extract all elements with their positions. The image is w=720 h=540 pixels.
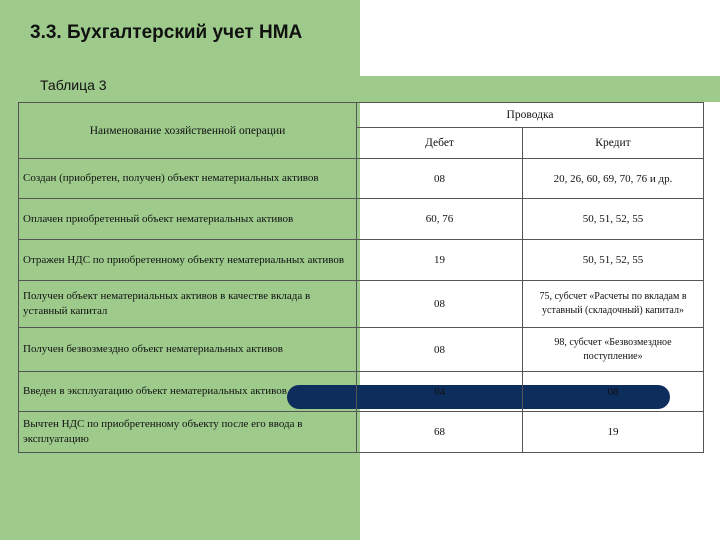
credit-cell: 19 bbox=[523, 412, 704, 453]
debit-cell: 68 bbox=[357, 412, 523, 453]
header-posting: Проводка bbox=[357, 103, 704, 128]
header-credit: Кредит bbox=[523, 128, 704, 159]
debit-cell: 08 bbox=[357, 328, 523, 372]
table-row bbox=[19, 199, 704, 240]
debit-cell: 08 bbox=[357, 281, 523, 328]
operation-name-cell: Получен объект нематериальных активов в качестве вклада в уставный капитал bbox=[19, 281, 357, 328]
table-row bbox=[19, 281, 704, 328]
table-header-row bbox=[19, 103, 704, 128]
operation-name-cell: Введен в эксплуатацию объект нематериальных активов bbox=[19, 372, 357, 412]
operation-name-cell: Отражен НДС по приобретенному объекту нематериальных активов bbox=[19, 240, 357, 281]
table-row bbox=[19, 372, 704, 412]
header-operation-name: Наименование хозяйственной операции bbox=[19, 103, 357, 159]
debit-cell: 08 bbox=[357, 159, 523, 199]
table-row bbox=[19, 412, 704, 453]
operation-name-cell: Вычтен НДС по приобретенному объекту после его ввода в эксплуатацию bbox=[19, 412, 357, 453]
credit-cell: 98, субсчет «Безвозмездное поступление» bbox=[523, 328, 704, 372]
debit-cell: 19 bbox=[357, 240, 523, 281]
table-row bbox=[19, 240, 704, 281]
operation-name-cell: Получен безвозмездно объект нематериальных активов bbox=[19, 328, 357, 372]
slide-title: 3.3. Бухгалтерский учет НМА bbox=[30, 22, 303, 43]
credit-cell: 20, 26, 60, 69, 70, 76 и др. bbox=[523, 159, 704, 199]
operation-name-cell: Оплачен приобретенный объект нематериальных активов bbox=[19, 199, 357, 240]
credit-cell: 75, субсчет «Расчеты по вкладам в уставный (складочный) капитал» bbox=[523, 281, 704, 328]
debit-cell: 60, 76 bbox=[357, 199, 523, 240]
table-row bbox=[19, 159, 704, 199]
operation-name-cell: Создан (приобретен, получен) объект нематериальных активов bbox=[19, 159, 357, 199]
credit-cell: 50, 51, 52, 55 bbox=[523, 199, 704, 240]
debit-cell: 04 bbox=[357, 372, 523, 412]
header-debit: Дебет bbox=[357, 128, 523, 159]
table-caption: Таблица 3 bbox=[40, 77, 107, 93]
accounting-entries-table bbox=[18, 102, 704, 453]
credit-cell: 50, 51, 52, 55 bbox=[523, 240, 704, 281]
caption-strip-background bbox=[0, 76, 720, 102]
credit-cell: 08 bbox=[523, 372, 704, 412]
table-row bbox=[19, 328, 704, 372]
